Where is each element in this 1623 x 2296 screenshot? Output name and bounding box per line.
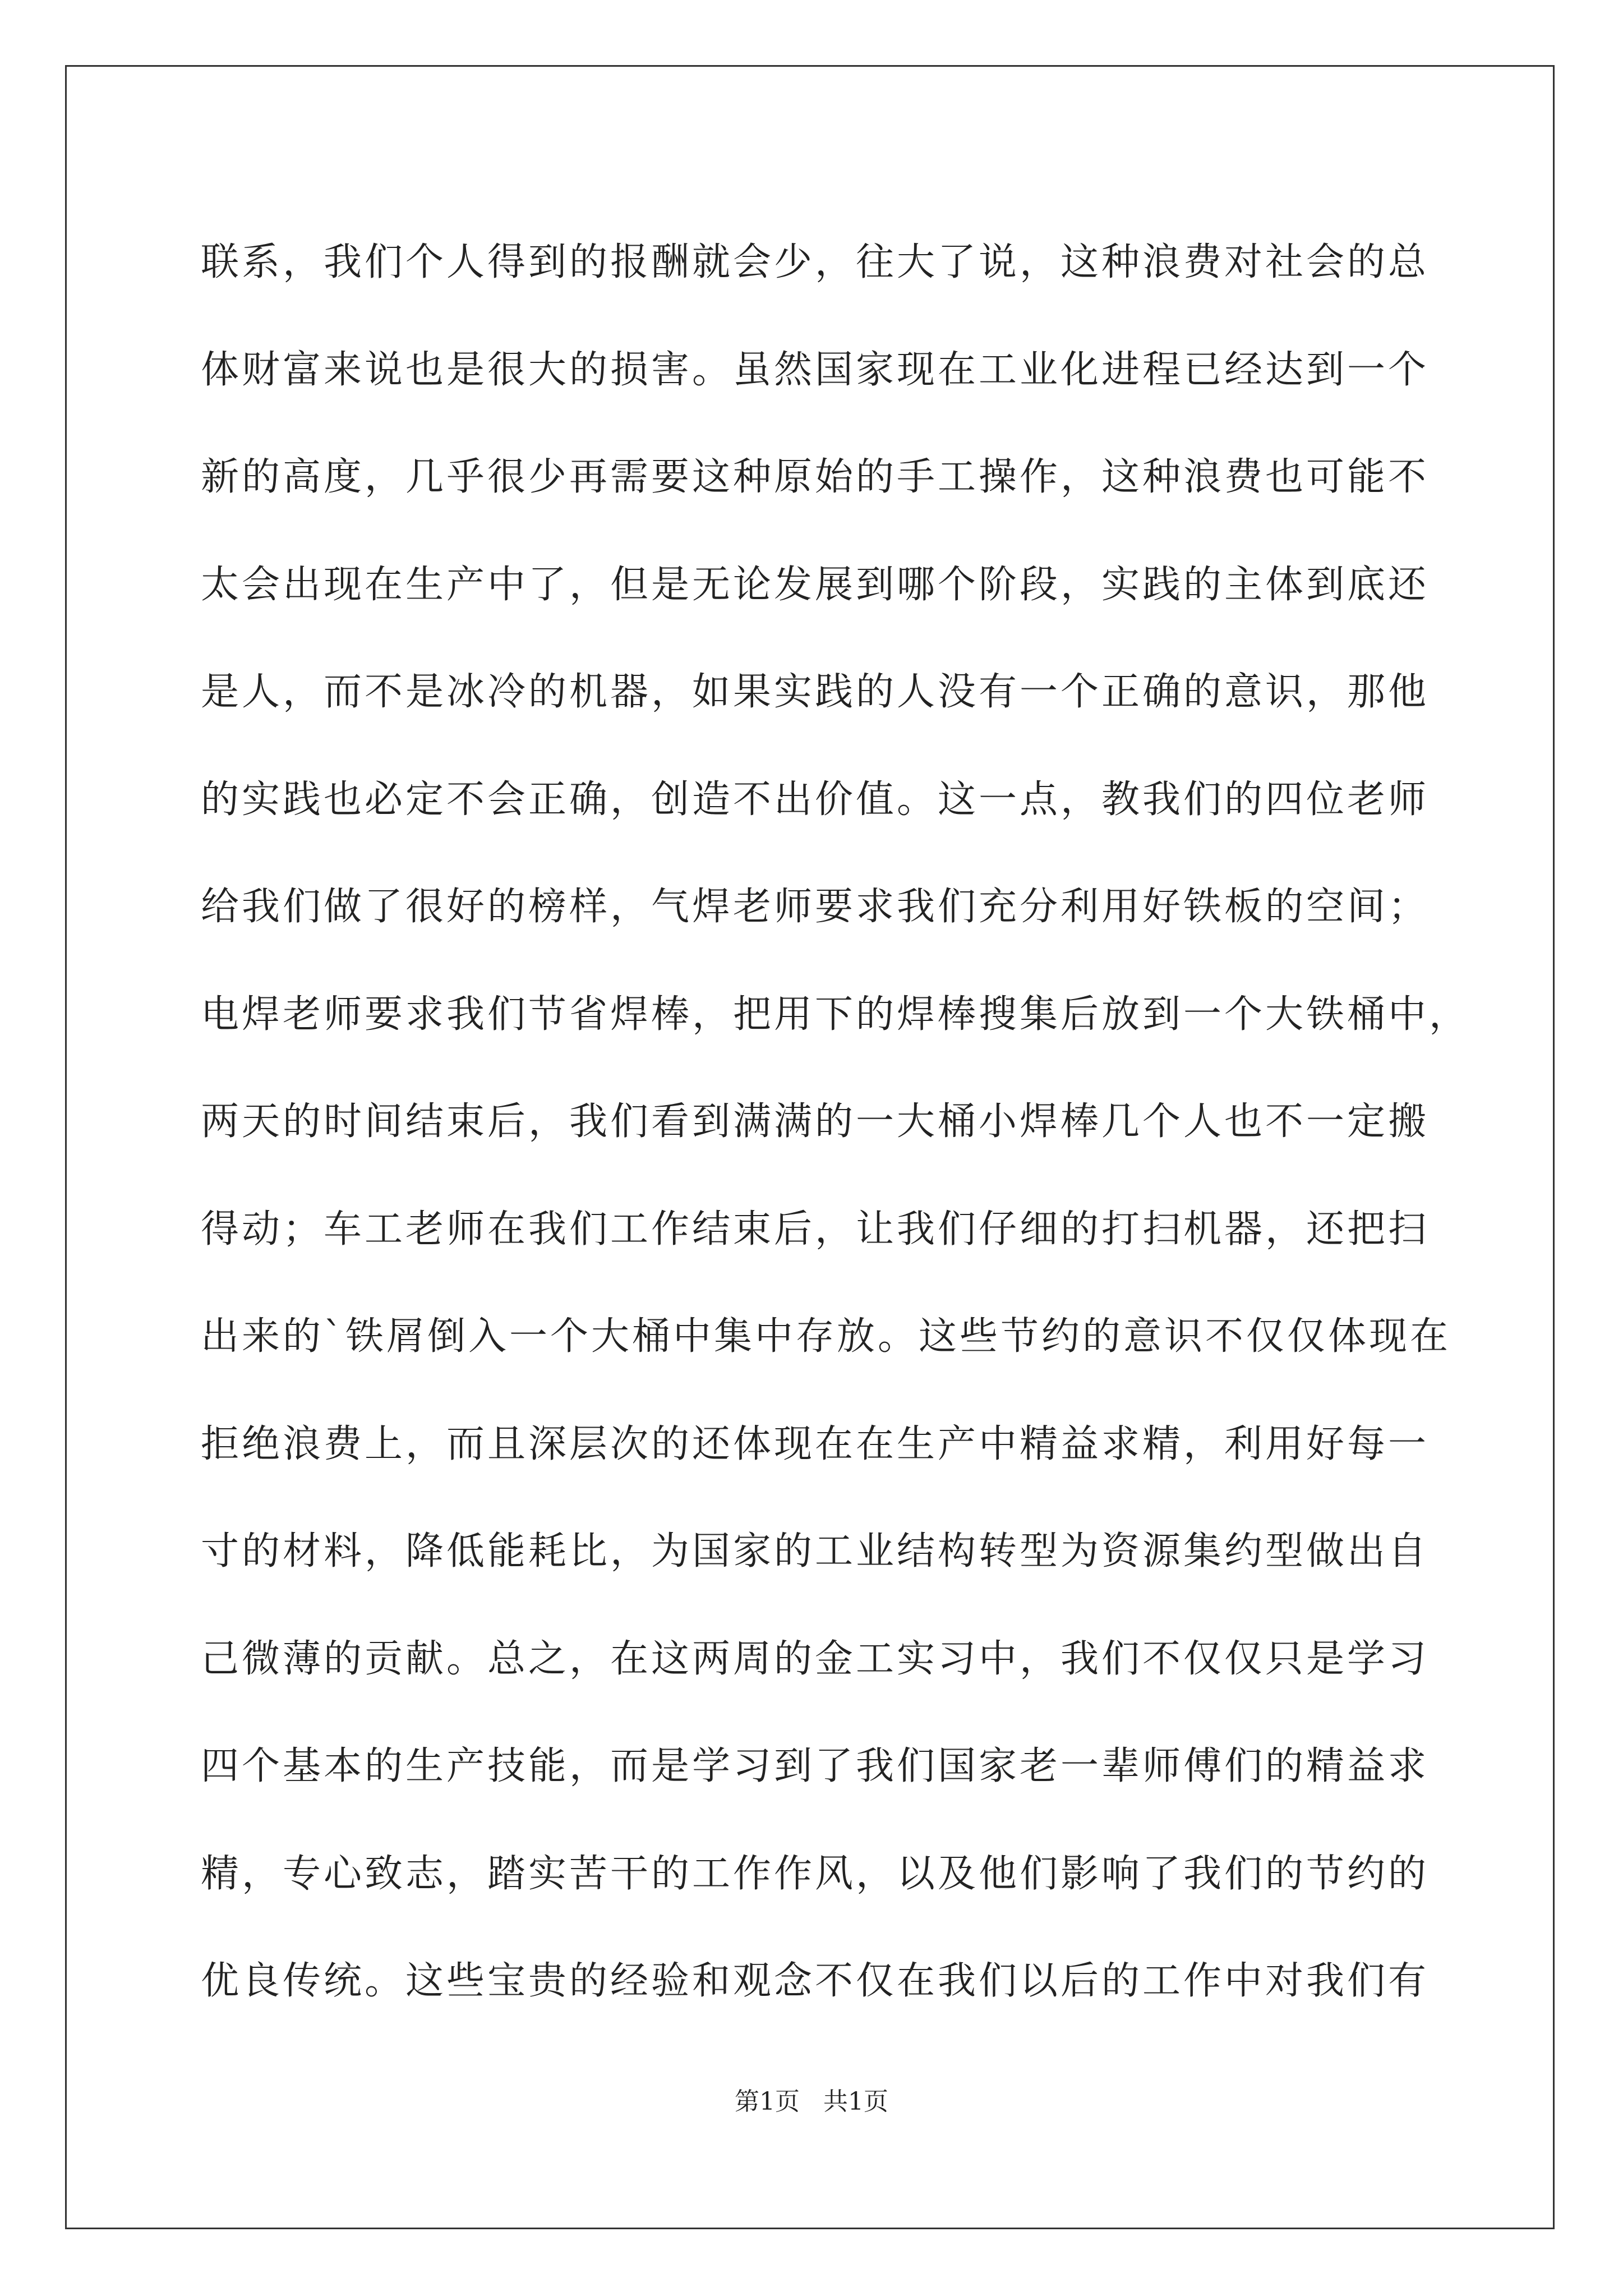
page-number-footer: 第1页 共1页 bbox=[735, 2087, 888, 2116]
text-line-8: 电焊老师要求我们节省焊棒，把用下的焊棒搜集后放到一个大铁桶中， bbox=[201, 992, 1470, 1037]
text-line-16: 精，专心致志，踏实苦干的工作作风，以及他们影响了我们的节约的 bbox=[201, 1851, 1430, 1896]
text-line-12: 拒绝浪费上，而且深层次的还体现在在生产中精益求精，利用好每一 bbox=[201, 1421, 1430, 1466]
text-line-7: 给我们做了很好的榜样，气焊老师要求我们充分利用好铁板的空间； bbox=[201, 885, 1430, 929]
text-line-9: 两天的时间结束后，我们看到满满的一大桶小焊棒几个人也不一定搬 bbox=[201, 1099, 1430, 1144]
document-body bbox=[201, 209, 1470, 2035]
text-line-4: 太会出现在生产中了，但是无论发展到哪个阶段，实践的主体到底还 bbox=[201, 562, 1430, 607]
text-line-15: 四个基本的生产技能，而是学习到了我们国家老一辈师傅们的精益求 bbox=[201, 1744, 1430, 1788]
text-line-14: 己微薄的贡献。总之，在这两周的金工实习中，我们不仅仅只是学习 bbox=[201, 1636, 1430, 1681]
text-line-13: 寸的材料，降低能耗比，为国家的工业结构转型为资源集约型做出自 bbox=[201, 1529, 1430, 1573]
text-line-3: 新的高度，几乎很少再需要这种原始的手工操作，这种浪费也可能不 bbox=[201, 455, 1430, 499]
text-line-6: 的实践也必定不会正确，创造不出价值。这一点，教我们的四位老师 bbox=[201, 777, 1430, 822]
text-line-5: 是人，而不是冰冷的机器，如果实践的人没有一个正确的意识，那他 bbox=[201, 670, 1430, 714]
text-line-10: 得动；车工老师在我们工作结束后，让我们仔细的打扫机器，还把扫 bbox=[201, 1207, 1430, 1251]
text-line-17: 优良传统。这些宝贵的经验和观念不仅在我们以后的工作中对我们有 bbox=[201, 1959, 1430, 2003]
text-line-11: 出来的`铁屑倒入一个大桶中集中存放。这些节约的意识不仅仅体现在 bbox=[201, 1314, 1451, 1359]
text-line-2: 体财富来说也是很大的损害。虽然国家现在工业化进程已经达到一个 bbox=[201, 347, 1430, 392]
text-line-1: 联系，我们个人得到的报酬就会少，往大了说，这种浪费对社会的总 bbox=[201, 240, 1430, 284]
